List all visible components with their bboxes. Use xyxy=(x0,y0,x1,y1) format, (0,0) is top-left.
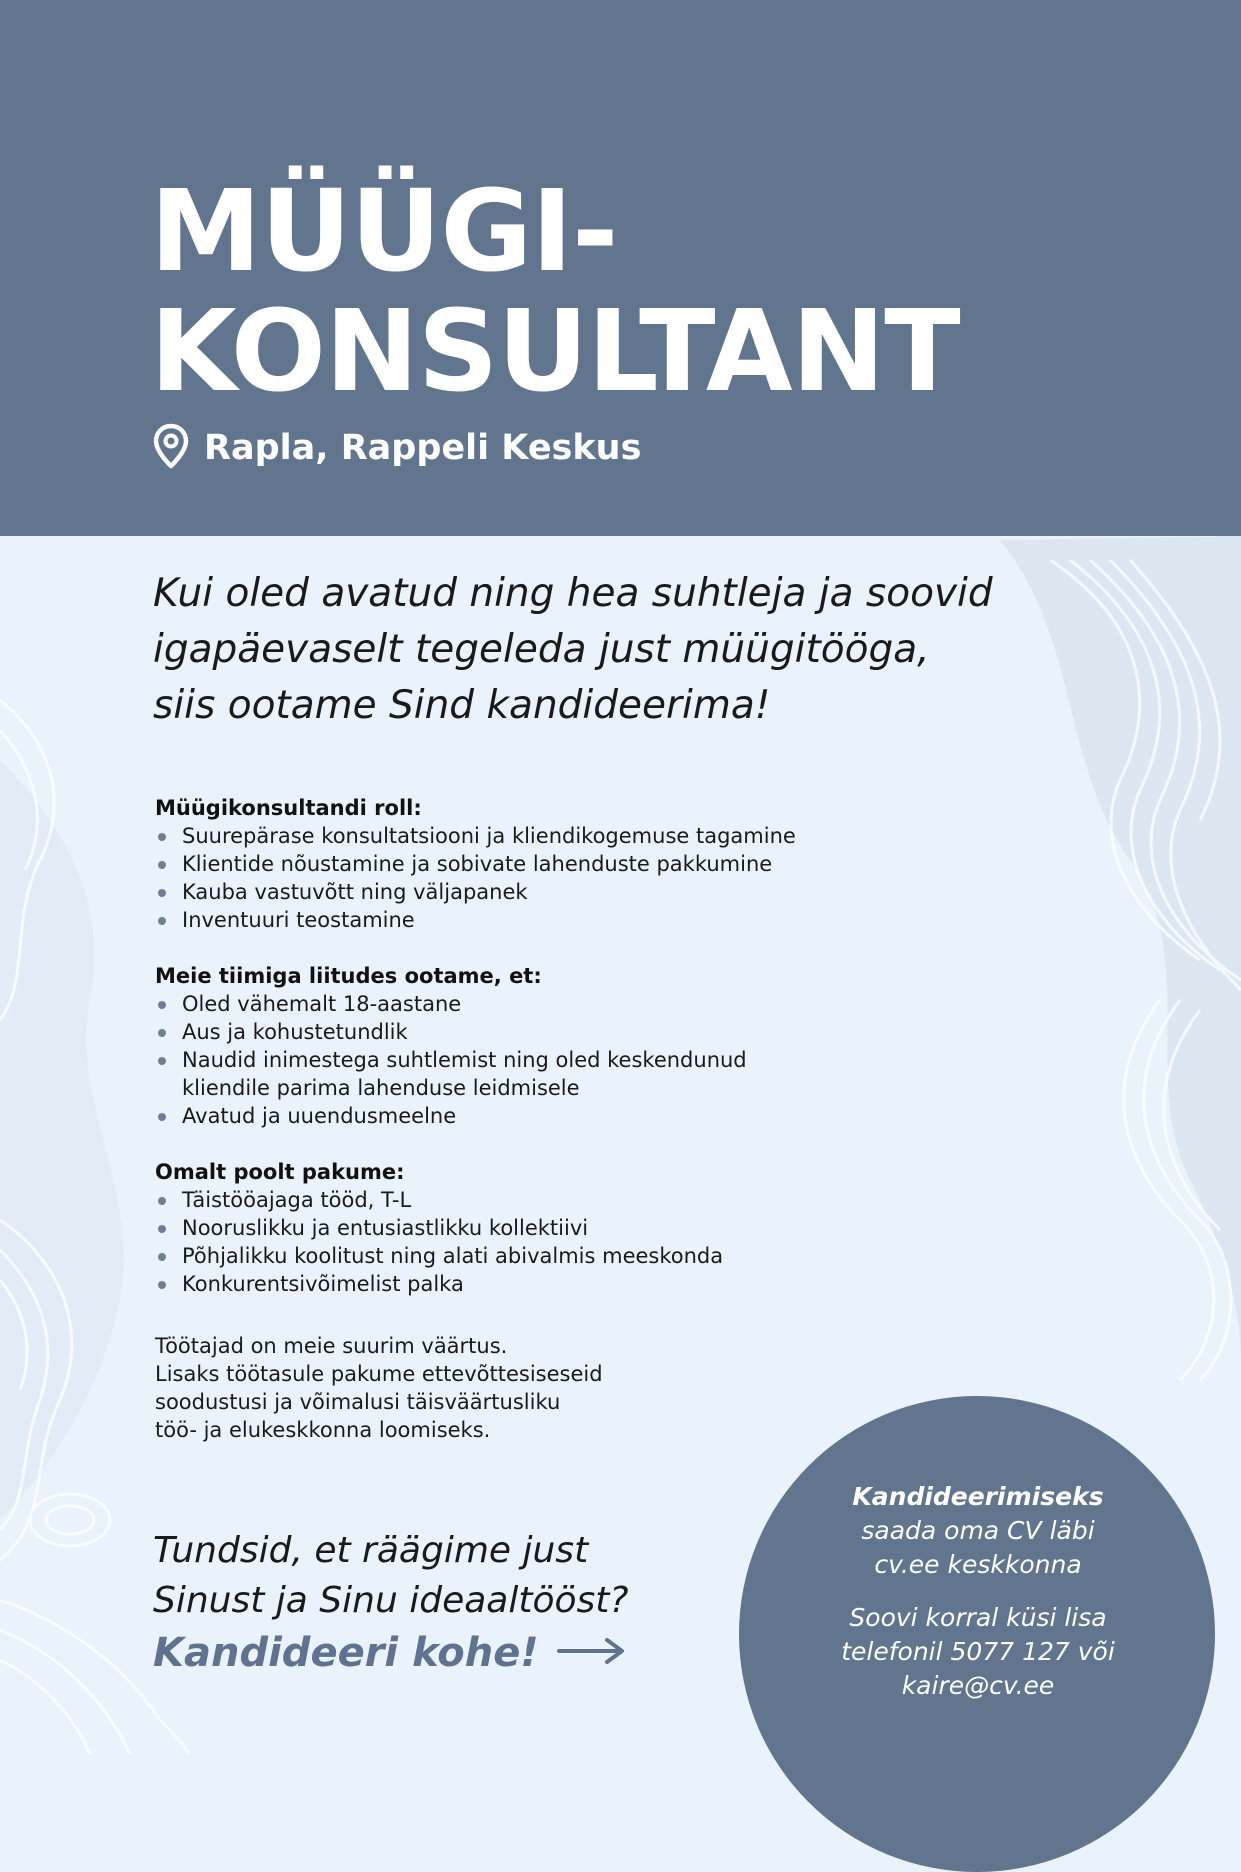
list-item-line: Naudid inimestega suhtlemist ning oled keskendunud xyxy=(182,1048,747,1072)
call-to-action xyxy=(153,1526,629,1680)
contact-line: Soovi korral küsi lisa xyxy=(849,1603,1107,1632)
section-title: Omalt poolt pakume: xyxy=(155,1160,405,1184)
list-item: Oled vähemalt 18-aastane xyxy=(155,990,855,1018)
job-title-line-1: MÜÜGI- xyxy=(150,167,618,297)
closing-text xyxy=(155,1332,603,1444)
contact-phone: telefonil 5077 127 või xyxy=(841,1637,1115,1666)
closing-line: Töötajad on meie suurim väärtus. xyxy=(155,1334,508,1358)
intro-text xyxy=(153,566,1093,734)
list-item: Suurepärase konsultatsiooni ja kliendikogemuse tagamine xyxy=(155,822,855,850)
list-item: Klientide nõustamine ja sobivate lahenduste pakkumine xyxy=(155,850,855,878)
contact-email[interactable]: kaire@cv.ee xyxy=(901,1671,1055,1700)
list-item-line: kliendile parima lahenduse leidmisele xyxy=(182,1076,580,1100)
section-offer xyxy=(155,1158,855,1298)
location xyxy=(152,422,641,474)
section-title: Müügikonsultandi roll: xyxy=(155,796,422,820)
intro-line: Kui oled avatud ning hea suhtleja ja soovid xyxy=(153,571,993,616)
contact-details xyxy=(800,1601,1156,1703)
list-item: Inventuuri teostamine xyxy=(155,906,855,934)
role-list xyxy=(155,822,855,934)
header-banner xyxy=(0,0,1241,536)
job-details xyxy=(155,794,855,1326)
job-title-line-2: KONSULTANT xyxy=(150,287,960,417)
list-item: Põhjalikku koolitust ning alati abivalmis meeskonda xyxy=(155,1242,855,1270)
cta-line: Tundsid, et räägime just xyxy=(153,1530,589,1571)
contact-line: saada oma CV läbi xyxy=(861,1516,1095,1545)
list-item: Avatud ja uuendusmeelne xyxy=(155,1102,855,1130)
list-item: Täistööajaga tööd, T-L xyxy=(155,1186,855,1214)
cta-line: Sinust ja Sinu ideaaltööst? xyxy=(153,1580,629,1621)
offer-list xyxy=(155,1186,855,1298)
list-item xyxy=(155,1046,855,1102)
section-title: Meie tiimiga liitudes ootame, et: xyxy=(155,964,542,988)
requirements-list xyxy=(155,990,855,1130)
intro-line: igapäevaselt tegeleda just müügitööga, xyxy=(153,627,930,672)
closing-line: Lisaks töötasule pakume ettevõttesiseseid xyxy=(155,1362,603,1386)
apply-now-text[interactable]: Kandideeri kohe! xyxy=(153,1630,539,1676)
contact-line: cv.ee keskkonna xyxy=(874,1550,1082,1579)
contact-title: Kandideerimiseks xyxy=(852,1482,1104,1511)
list-item: Aus ja kohustetundlik xyxy=(155,1018,855,1046)
closing-line: soodustusi ja võimalusi täisväärtusliku xyxy=(155,1390,561,1414)
location-text: Rapla, Rappeli Keskus xyxy=(204,428,642,468)
closing-line: töö- ja elukeskkonna loomiseks. xyxy=(155,1418,491,1442)
contact-apply-info xyxy=(800,1480,1156,1582)
list-item: Nooruslikku ja entusiastlikku kollektiivi xyxy=(155,1214,855,1242)
apply-now-link[interactable] xyxy=(153,1626,629,1680)
section-requirements xyxy=(155,962,855,1130)
list-item: Konkurentsivõimelist palka xyxy=(155,1270,855,1298)
intro-line: siis ootame Sind kandideerima! xyxy=(153,683,771,728)
arrow-right-icon[interactable] xyxy=(557,1636,627,1670)
section-role xyxy=(155,794,855,934)
location-pin-icon xyxy=(152,423,190,473)
list-item: Kauba vastuvõtt ning väljapanek xyxy=(155,878,855,906)
